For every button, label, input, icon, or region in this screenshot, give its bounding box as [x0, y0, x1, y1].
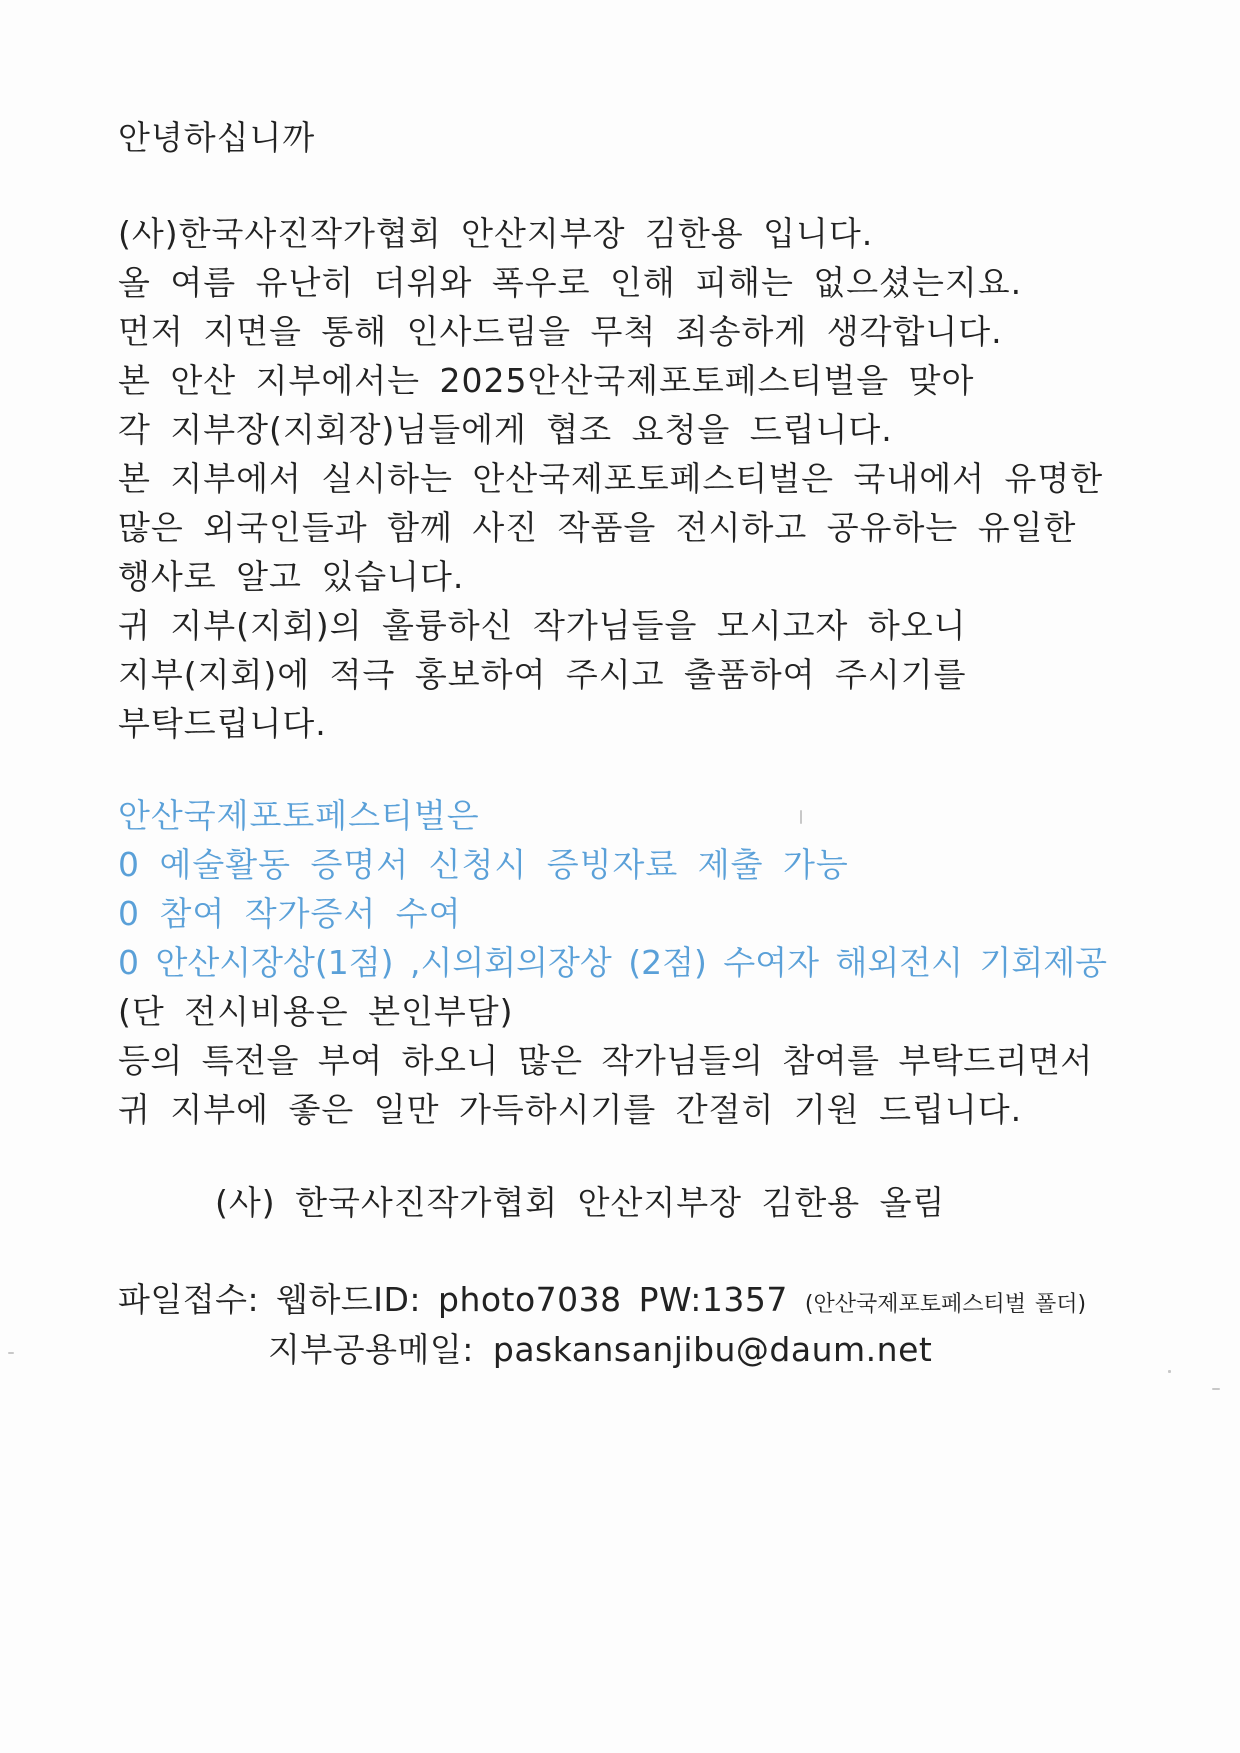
body-line-4: 본 안산 지부에서는 2025안산국제포토페스티벌을 맞아 — [118, 361, 975, 400]
benefit-item-1: 0 예술활동 증명서 신청시 증빙자료 제출 가능 — [118, 845, 849, 884]
body-line-1: (사)한국사진작가협회 안산지부장 김한용 입니다. — [118, 214, 874, 253]
signature: (사) 한국사진작가협회 안산지부장 김한용 올림 — [215, 1183, 946, 1222]
closing-line-1: 등의 특전을 부여 하오니 많은 작가님들의 참여를 부탁드리면서 — [118, 1041, 1093, 1080]
submission-line — [118, 1280, 1086, 1325]
email-line: 지부공용메일: paskansanjibu@daum.net — [268, 1330, 933, 1369]
submission-folder-note: (안산국제포토페스티벌 폴더) — [804, 1292, 1087, 1317]
scan-speck — [800, 810, 802, 824]
benefits-heading: 안산국제포토페스티벌은 — [118, 796, 480, 835]
benefits-note: (단 전시비용은 본인부담) — [118, 992, 514, 1031]
submission-label: 파일접수: 웹하드ID: photo7038 PW:1357 — [118, 1280, 788, 1319]
body-line-7: 많은 외국인들과 함께 사진 작품을 전시하고 공유하는 유일한 — [118, 508, 1077, 547]
body-line-11: 부탁드립니다. — [118, 704, 327, 743]
scan-speck — [8, 1352, 14, 1354]
benefit-item-3: 0 안산시장상(1점) ,시의회의장상 (2점) 수여자 해외전시 기회제공 — [118, 943, 1107, 982]
body-line-10: 지부(지회)에 적극 홍보하여 주시고 출품하여 주시기를 — [118, 655, 967, 694]
scan-speck — [1168, 1370, 1171, 1373]
body-line-5: 각 지부장(지회장)님들에게 협조 요청을 드립니다. — [118, 410, 893, 449]
body-line-6: 본 지부에서 실시하는 안산국제포토페스티벌은 국내에서 유명한 — [118, 459, 1104, 498]
closing-line-2: 귀 지부에 좋은 일만 가득하시기를 간절히 기원 드립니다. — [118, 1090, 1023, 1129]
benefit-item-2: 0 참여 작가증서 수여 — [118, 894, 462, 933]
scan-speck — [1212, 1388, 1220, 1390]
body-line-8: 행사로 알고 있습니다. — [118, 557, 465, 596]
greeting: 안녕하십니까 — [118, 118, 316, 157]
body-line-9: 귀 지부(지회)의 훌륭하신 작가님들을 모시고자 하오니 — [118, 606, 967, 645]
body-line-3: 먼저 지면을 통해 인사드림을 무척 죄송하게 생각합니다. — [118, 312, 1003, 351]
body-line-2: 올 여름 유난히 더위와 폭우로 인해 피해는 없으셨는지요. — [118, 263, 1023, 302]
